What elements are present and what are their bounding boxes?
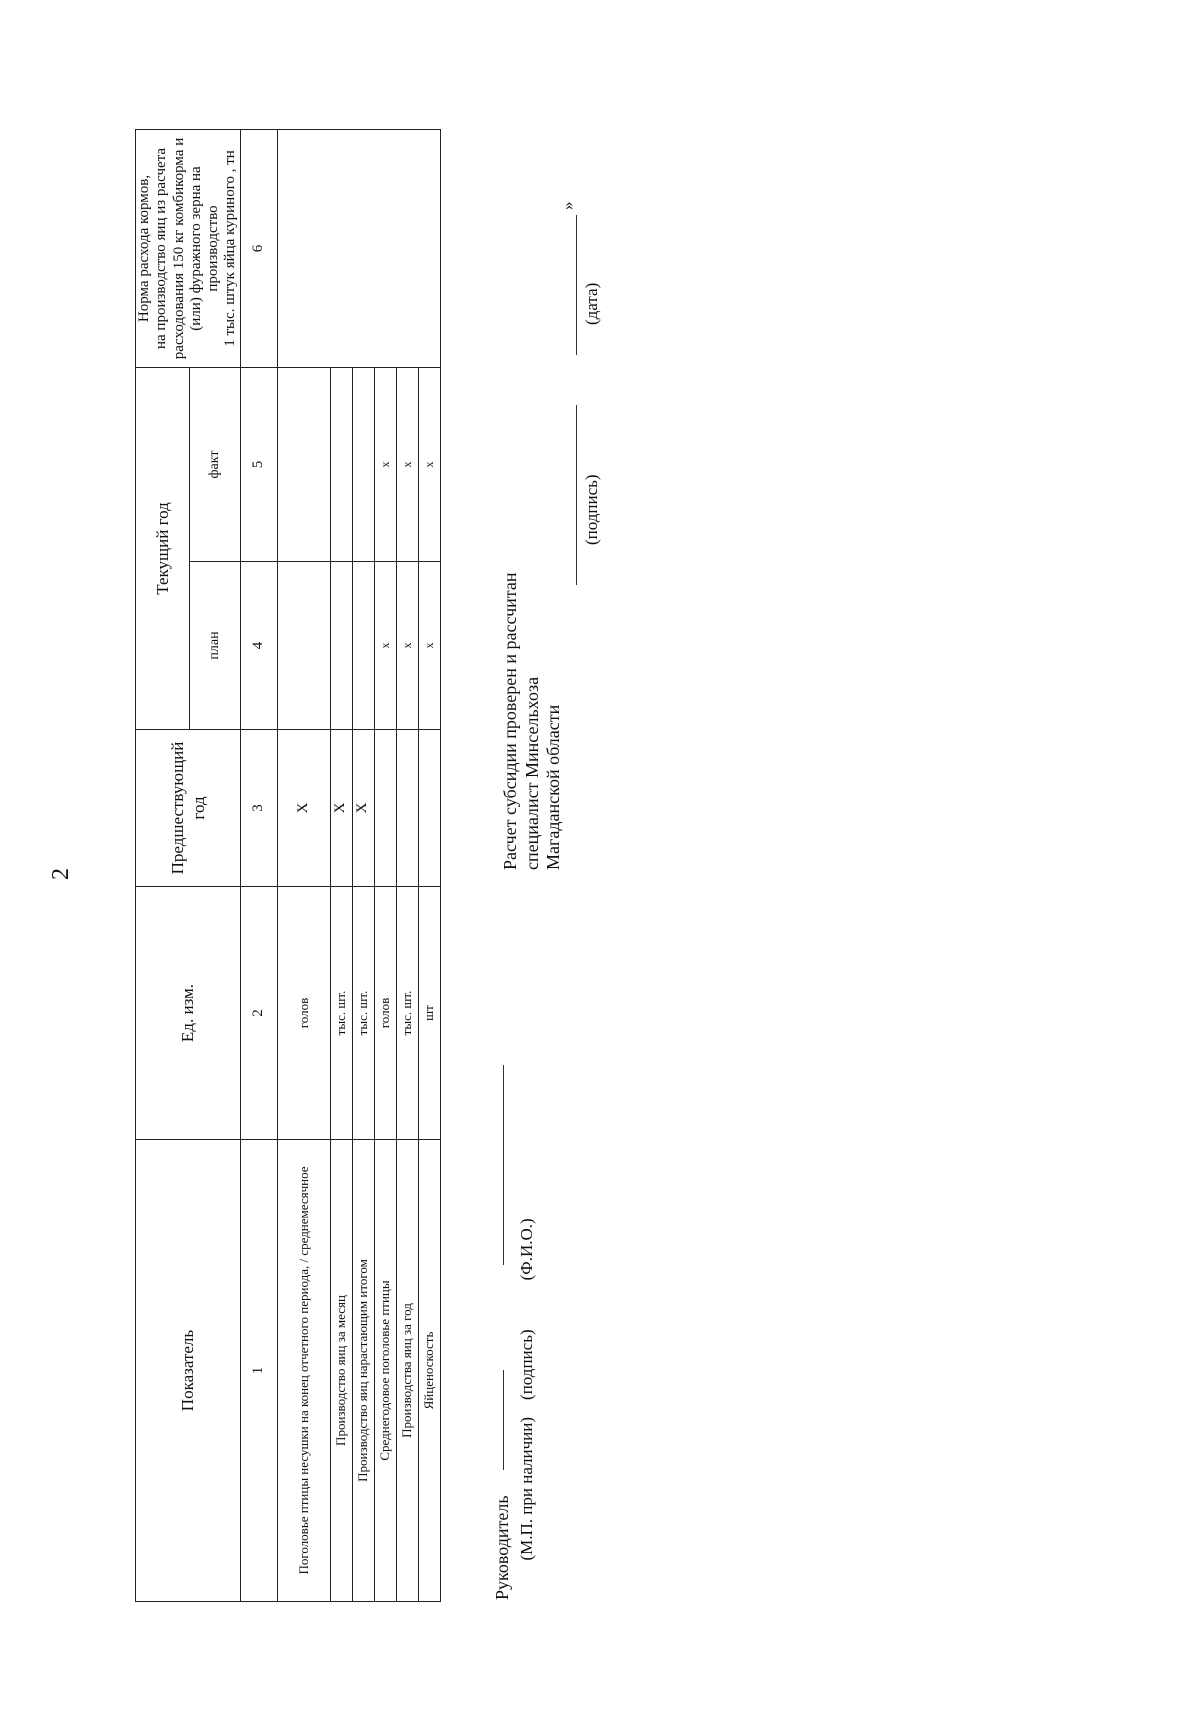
head-signature-line — [503, 1370, 504, 1470]
row-indicator: Яйценоскость — [418, 1140, 440, 1602]
column-number: 5 — [240, 367, 277, 561]
specialist-signature-line — [576, 405, 577, 585]
row-indicator: Производства яиц за год — [396, 1140, 418, 1602]
stamp-caption: (М.П. при наличии) — [516, 1416, 536, 1561]
date-line — [576, 215, 577, 355]
header-unit: Ед. изм. — [136, 887, 241, 1140]
signature-block — [492, 1218, 537, 1600]
header-norm-line: расходования 150 кг комбикорма и — [170, 137, 187, 360]
head-signature-caption: (подпись) — [516, 1329, 536, 1400]
row-fact: x — [418, 367, 440, 561]
header-norm — [136, 129, 241, 367]
row-indicator: Поголовье птицы несушки на конец отчетного периода, / среднемесячное — [277, 1140, 330, 1602]
verification-line: Расчет субсидии проверен и рассчитан — [500, 572, 520, 870]
row-plan — [330, 562, 352, 730]
verification-line: специалист Минсельхоза — [521, 676, 542, 870]
row-fact: x — [374, 367, 396, 561]
specialist-signature-caption: (подпись) — [582, 474, 601, 545]
row-plan: x — [374, 562, 396, 730]
row-indicator: Производство яиц нарастающим итогом — [352, 1140, 374, 1602]
row-prev: X — [277, 730, 330, 887]
row-prev — [374, 730, 396, 887]
row-fact — [352, 367, 374, 561]
subsidy-table — [135, 129, 441, 1602]
fio-caption: (Ф.И.О.) — [516, 1218, 536, 1281]
row-indicator: Среднегодовое поголовье птицы — [374, 1140, 396, 1602]
verification-block — [500, 530, 565, 870]
row-unit: тыс. шт. — [330, 887, 352, 1140]
row-fact — [277, 367, 330, 561]
page-number: 2 — [48, 868, 74, 880]
column-number: 3 — [240, 730, 277, 887]
header-prev-year: Предшествующий год — [136, 730, 241, 887]
column-number: 6 — [240, 129, 277, 367]
row-prev — [418, 730, 440, 887]
row-unit: голов — [374, 887, 396, 1140]
date-caption: (дата) — [582, 282, 601, 325]
column-number: 4 — [240, 562, 277, 730]
row-fact: x — [396, 367, 418, 561]
row-unit: тыс. шт. — [396, 887, 418, 1140]
header-norm-line: Норма расхода кормов, — [136, 174, 152, 323]
header-norm-line: на производство яиц из расчета — [153, 147, 170, 350]
row-plan — [277, 562, 330, 730]
header-norm-line: 1 тыс. штук яйца куриного , тн — [222, 150, 239, 347]
header-fact: факт — [190, 367, 240, 561]
row-indicator: Производство яиц за месяц — [330, 1140, 352, 1602]
row-plan — [352, 562, 374, 730]
row-unit: шт — [418, 887, 440, 1140]
row-prev: X — [330, 730, 352, 887]
column-number: 1 — [240, 1140, 277, 1602]
row-prev — [396, 730, 418, 887]
fio-line — [503, 1065, 504, 1265]
header-current-year: Текущий год — [136, 367, 190, 729]
row-unit: голов — [277, 887, 330, 1140]
date-suffix: » — [558, 201, 577, 210]
row-fact — [330, 367, 352, 561]
header-plan: план — [190, 562, 240, 730]
verification-line: Магаданской области — [543, 704, 564, 870]
column-number: 2 — [240, 887, 277, 1140]
row-plan: x — [418, 562, 440, 730]
row-unit: тыс. шт. — [352, 887, 374, 1140]
head-label: Руководитель — [492, 1495, 512, 1600]
signature-captions-row — [516, 1218, 538, 1600]
norm-value-cell — [277, 129, 440, 367]
row-plan: x — [396, 562, 418, 730]
header-indicator: Показатель — [136, 1140, 241, 1602]
header-norm-line: (или) фуражного зерна на производство — [187, 166, 221, 331]
row-prev: X — [352, 730, 374, 887]
